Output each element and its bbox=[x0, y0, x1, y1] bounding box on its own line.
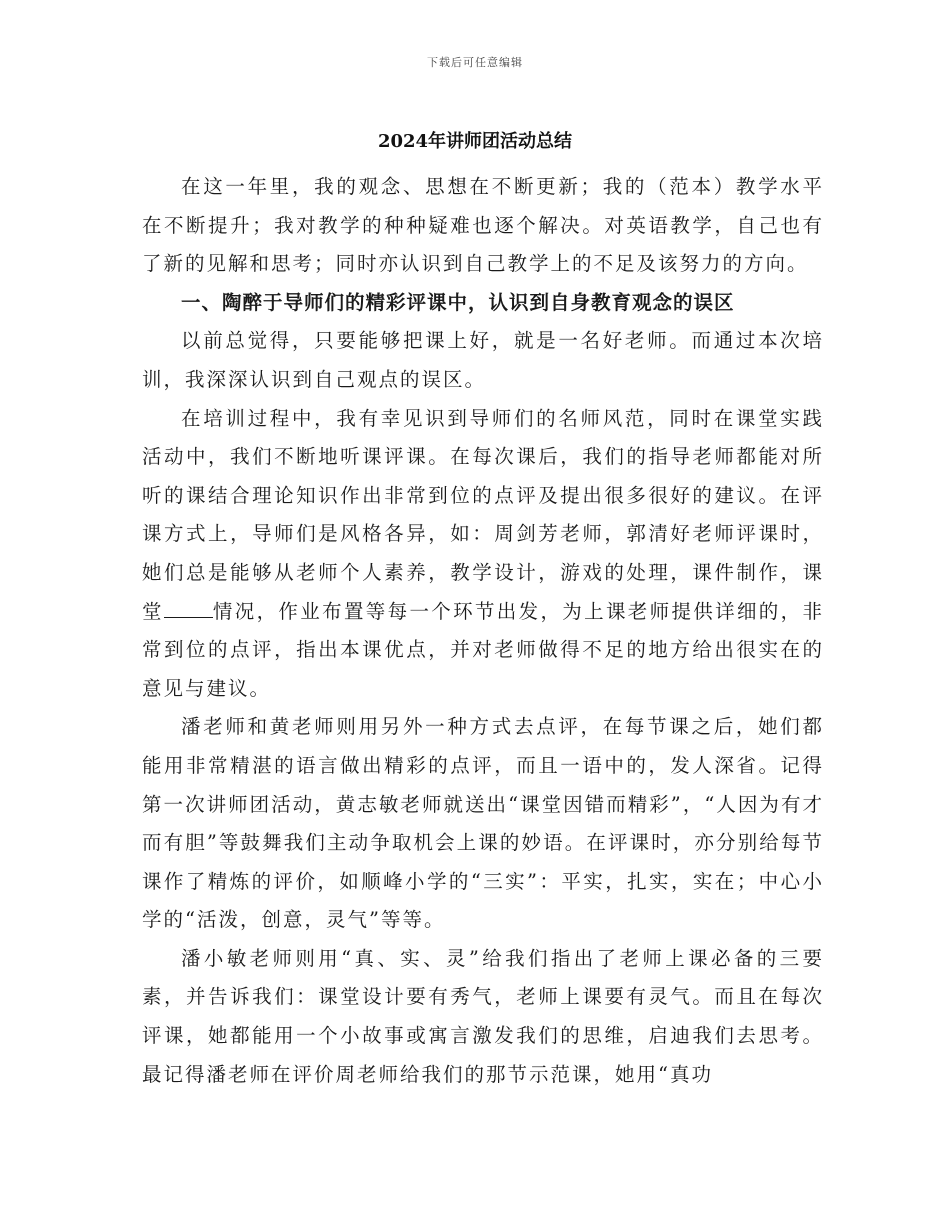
paragraph-4: 潘小敏老师则用“真、实、灵”给我们指出了老师上课必备的三要素，并告诉我们：课堂设计要有秀气，老师上课要有灵气。而且在每次评课，她都能用一个小故事或寓言激发我们的思维，启迪我们去思考。最记得潘老师在评价周老师给我们的那节示范课，她用“真功 bbox=[142, 946, 824, 1086]
section-heading: 一、陶醉于导师们的精彩评课中，认识到自身教育观念的误区 bbox=[181, 290, 735, 314]
fill-in-blank bbox=[164, 597, 213, 618]
paragraph-3: 潘老师和黄老师则用另外一种方式去点评，在每节课之后，她们都能用非常精湛的语言做出精彩的点评，而且一语中的，发人深省。记得第一次讲师团活动，黄志敏老师就送出“课堂因错而精彩”，“人因为有才而有胆”等鼓舞我们主动争取机会上课的妙语。在评课时，亦分别给每节课作了精炼的评价，如顺峰小学的“三实”：平实，扎实，实在；中心小学的“活泼，创意，灵气”等等。 bbox=[142, 715, 824, 932]
paragraph-1: 以前总觉得，只要能够把课上好，就是一名好老师。而通过本次培训，我深深认识到自己观点的误区。 bbox=[142, 329, 824, 391]
paragraph-2-part-b: 情况，作业布置等每一个环节出发，为上课老师提供详细的，非常到位的点评，指出本课优点，并对老师做得不足的地方给出很实在的意见与建议。 bbox=[142, 599, 824, 700]
document-title: 2024年讲师团活动总结 bbox=[377, 131, 573, 152]
paragraph-2-part-a: 在培训过程中，我有幸见识到导师们的名师风范，同时在课堂实践活动中，我们不断地听课评课。在每次课后，我们的指导老师都能对所听的课结合理论知识作出非常到位的点评及提出很多很好的建议。在评课方式上，导师们是风格各异，如：周剑芳老师，郭清好老师评课时，她们总是能够从老师个人素养，教学设计，游戏的处理，课件制作，课堂 bbox=[142, 406, 824, 623]
paragraph-2 bbox=[142, 400, 824, 709]
document-body bbox=[142, 168, 824, 1094]
page-header-note: 下载后可任意编辑 bbox=[427, 56, 523, 69]
intro-paragraph: 在这一年里，我的观念、思想在不断更新；我的（范本）教学水平在不断提升；我对教学的种种疑难也逐个解决。对英语教学，自己也有了新的见解和思考；同时亦认识到自己教学上的不足及该努力的方向。 bbox=[142, 175, 824, 276]
